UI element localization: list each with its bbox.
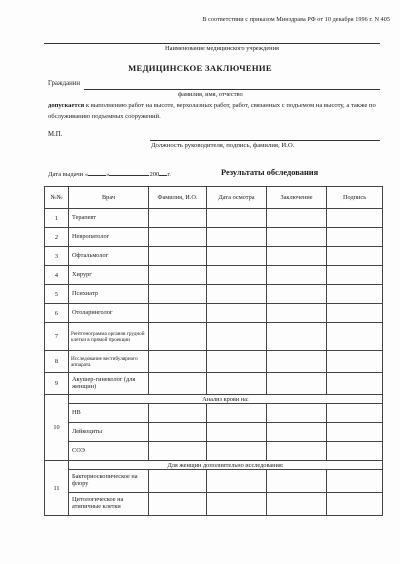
- row-test: НВ: [69, 404, 149, 423]
- cell-signature[interactable]: [327, 247, 383, 266]
- cell-full-name[interactable]: [149, 423, 207, 442]
- row-number: 5: [45, 285, 69, 304]
- cell-conclusion[interactable]: [267, 351, 327, 373]
- cell-conclusion[interactable]: [267, 442, 327, 461]
- cell-signature[interactable]: [327, 351, 383, 373]
- row-number: 11: [45, 461, 69, 516]
- institution-line: [44, 43, 380, 44]
- header-doctor: Врач: [69, 187, 149, 209]
- cell-conclusion[interactable]: [267, 323, 327, 351]
- cell-signature[interactable]: [327, 373, 383, 395]
- cell-signature[interactable]: [327, 423, 383, 442]
- citizen-label: Гражданин: [48, 80, 80, 87]
- issue-date-mid: »: [106, 171, 110, 178]
- cell-full-name[interactable]: [149, 247, 207, 266]
- women-section-title: Для женщин дополнительно исследования:: [69, 461, 383, 470]
- cell-signature[interactable]: [327, 304, 383, 323]
- cell-conclusion[interactable]: [267, 304, 327, 323]
- cell-exam-date[interactable]: [207, 404, 267, 423]
- cell-full-name[interactable]: [149, 228, 207, 247]
- cell-full-name[interactable]: [149, 304, 207, 323]
- cell-exam-date[interactable]: [207, 423, 267, 442]
- table-row: [45, 323, 383, 351]
- table-row: [45, 351, 383, 373]
- table-row: [45, 209, 383, 228]
- cell-signature[interactable]: [327, 323, 383, 351]
- row-number: 6: [45, 304, 69, 323]
- document-title: МЕДИЦИНСКОЕ ЗАКЛЮЧЕНИЕ: [128, 63, 272, 73]
- cell-conclusion[interactable]: [267, 423, 327, 442]
- cell-conclusion[interactable]: [267, 470, 327, 493]
- cell-exam-date[interactable]: [207, 323, 267, 351]
- cell-signature[interactable]: [327, 285, 383, 304]
- cell-conclusion[interactable]: [267, 285, 327, 304]
- issue-date: [48, 171, 171, 178]
- row-doctor: Терапевт: [69, 209, 149, 228]
- cell-exam-date[interactable]: [207, 209, 267, 228]
- row-test: Цитологическое на атипичные клетки: [69, 493, 149, 516]
- table-row: [45, 304, 383, 323]
- results-title: Результаты обследования: [221, 168, 319, 177]
- results-table: [44, 186, 383, 516]
- issue-year: 200: [149, 171, 160, 178]
- cell-exam-date[interactable]: [207, 247, 267, 266]
- cell-conclusion[interactable]: [267, 404, 327, 423]
- row-doctor: Акушер-гинеколог (для женщин): [69, 373, 149, 395]
- table-row: [45, 247, 383, 266]
- table-row: [45, 404, 383, 423]
- order-reference: В соответствии с приказом Минздрава РФ от 10 декабря 1996 г. N 405: [202, 16, 390, 23]
- cell-full-name[interactable]: [149, 442, 207, 461]
- cell-exam-date[interactable]: [207, 266, 267, 285]
- blood-section-title: Анализ крови на:: [69, 395, 383, 404]
- header-num: №№: [45, 187, 69, 209]
- row-doctor: Офтальмолог: [69, 247, 149, 266]
- cell-exam-date[interactable]: [207, 285, 267, 304]
- row-doctor: Исследование вестибулярного аппарата: [69, 351, 149, 373]
- table-row: [45, 373, 383, 395]
- stamp-label: М.П.: [48, 131, 63, 138]
- cell-exam-date[interactable]: [207, 228, 267, 247]
- cell-full-name[interactable]: [149, 351, 207, 373]
- cell-signature[interactable]: [327, 209, 383, 228]
- issue-day-blank[interactable]: [88, 175, 106, 176]
- cell-exam-date[interactable]: [207, 470, 267, 493]
- cell-full-name[interactable]: [149, 266, 207, 285]
- row-number: 1: [45, 209, 69, 228]
- table-row: [45, 285, 383, 304]
- cell-exam-date[interactable]: [207, 373, 267, 395]
- cell-signature[interactable]: [327, 442, 383, 461]
- cell-conclusion[interactable]: [267, 228, 327, 247]
- cell-exam-date[interactable]: [207, 442, 267, 461]
- cell-full-name[interactable]: [149, 493, 207, 516]
- header-signature: Подпись: [327, 187, 383, 209]
- row-doctor: Отоларинголог: [69, 304, 149, 323]
- cell-full-name[interactable]: [149, 404, 207, 423]
- signature-line: [150, 140, 380, 141]
- table-row: [45, 493, 383, 516]
- header-conclusion: Заключение: [267, 187, 327, 209]
- row-number: 10: [45, 395, 69, 461]
- row-number: 2: [45, 228, 69, 247]
- citizen-name-line: [84, 89, 380, 90]
- issue-date-label: Дата выдачи «: [48, 171, 89, 178]
- cell-conclusion[interactable]: [267, 493, 327, 516]
- table-row: [45, 266, 383, 285]
- issue-month-blank[interactable]: [109, 175, 149, 176]
- signature-caption: Должность руководителя, подпись, фамилия, И.О.: [151, 142, 295, 149]
- cell-full-name[interactable]: [149, 470, 207, 493]
- table-header-row: [45, 187, 383, 209]
- cell-signature[interactable]: [327, 266, 383, 285]
- cell-full-name[interactable]: [149, 373, 207, 395]
- row-number: 4: [45, 266, 69, 285]
- cell-conclusion[interactable]: [267, 373, 327, 395]
- table-row: [45, 423, 383, 442]
- admission-rest: к выполнению работ на высоте, верхолазных работ, работ, связанных с подъемом на высоту, а также по обслуживанию подъемных сооружений.: [48, 102, 376, 120]
- cell-full-name[interactable]: [149, 285, 207, 304]
- women-section-row: [45, 461, 383, 470]
- cell-exam-date[interactable]: [207, 304, 267, 323]
- table-row: [45, 470, 383, 493]
- cell-signature[interactable]: [327, 404, 383, 423]
- row-number: 8: [45, 351, 69, 373]
- cell-signature[interactable]: [327, 470, 383, 493]
- issue-year-end: г.: [167, 171, 171, 178]
- admission-text: [48, 101, 380, 122]
- institution-caption: Наименование медицинского учреждения: [165, 45, 279, 52]
- row-number: 9: [45, 373, 69, 395]
- cell-full-name[interactable]: [149, 323, 207, 351]
- cell-conclusion[interactable]: [267, 209, 327, 228]
- cell-conclusion[interactable]: [267, 266, 327, 285]
- cell-signature[interactable]: [327, 228, 383, 247]
- row-doctor: Рентгенограмма органов грудной клетки в прямой проекции: [69, 323, 149, 351]
- cell-exam-date[interactable]: [207, 493, 267, 516]
- row-test: Бактериоскопическое на флору: [69, 470, 149, 493]
- row-doctor: Хирург: [69, 266, 149, 285]
- table-row: [45, 442, 383, 461]
- row-number: 7: [45, 323, 69, 351]
- row-doctor: Психиатр: [69, 285, 149, 304]
- row-doctor: Невропатолог: [69, 228, 149, 247]
- citizen-caption: фамилия, имя, отчество: [178, 91, 243, 98]
- header-full-name: Фамилия, И.О.: [149, 187, 207, 209]
- cell-exam-date[interactable]: [207, 351, 267, 373]
- table-row: [45, 228, 383, 247]
- row-test: СОЭ: [69, 442, 149, 461]
- header-exam-date: Дата осмотра: [207, 187, 267, 209]
- row-test: Лейкоциты: [69, 423, 149, 442]
- row-number: 3: [45, 247, 69, 266]
- cell-signature[interactable]: [327, 493, 383, 516]
- cell-conclusion[interactable]: [267, 247, 327, 266]
- admission-bold: допускается: [48, 102, 85, 109]
- blood-section-row: [45, 395, 383, 404]
- cell-full-name[interactable]: [149, 209, 207, 228]
